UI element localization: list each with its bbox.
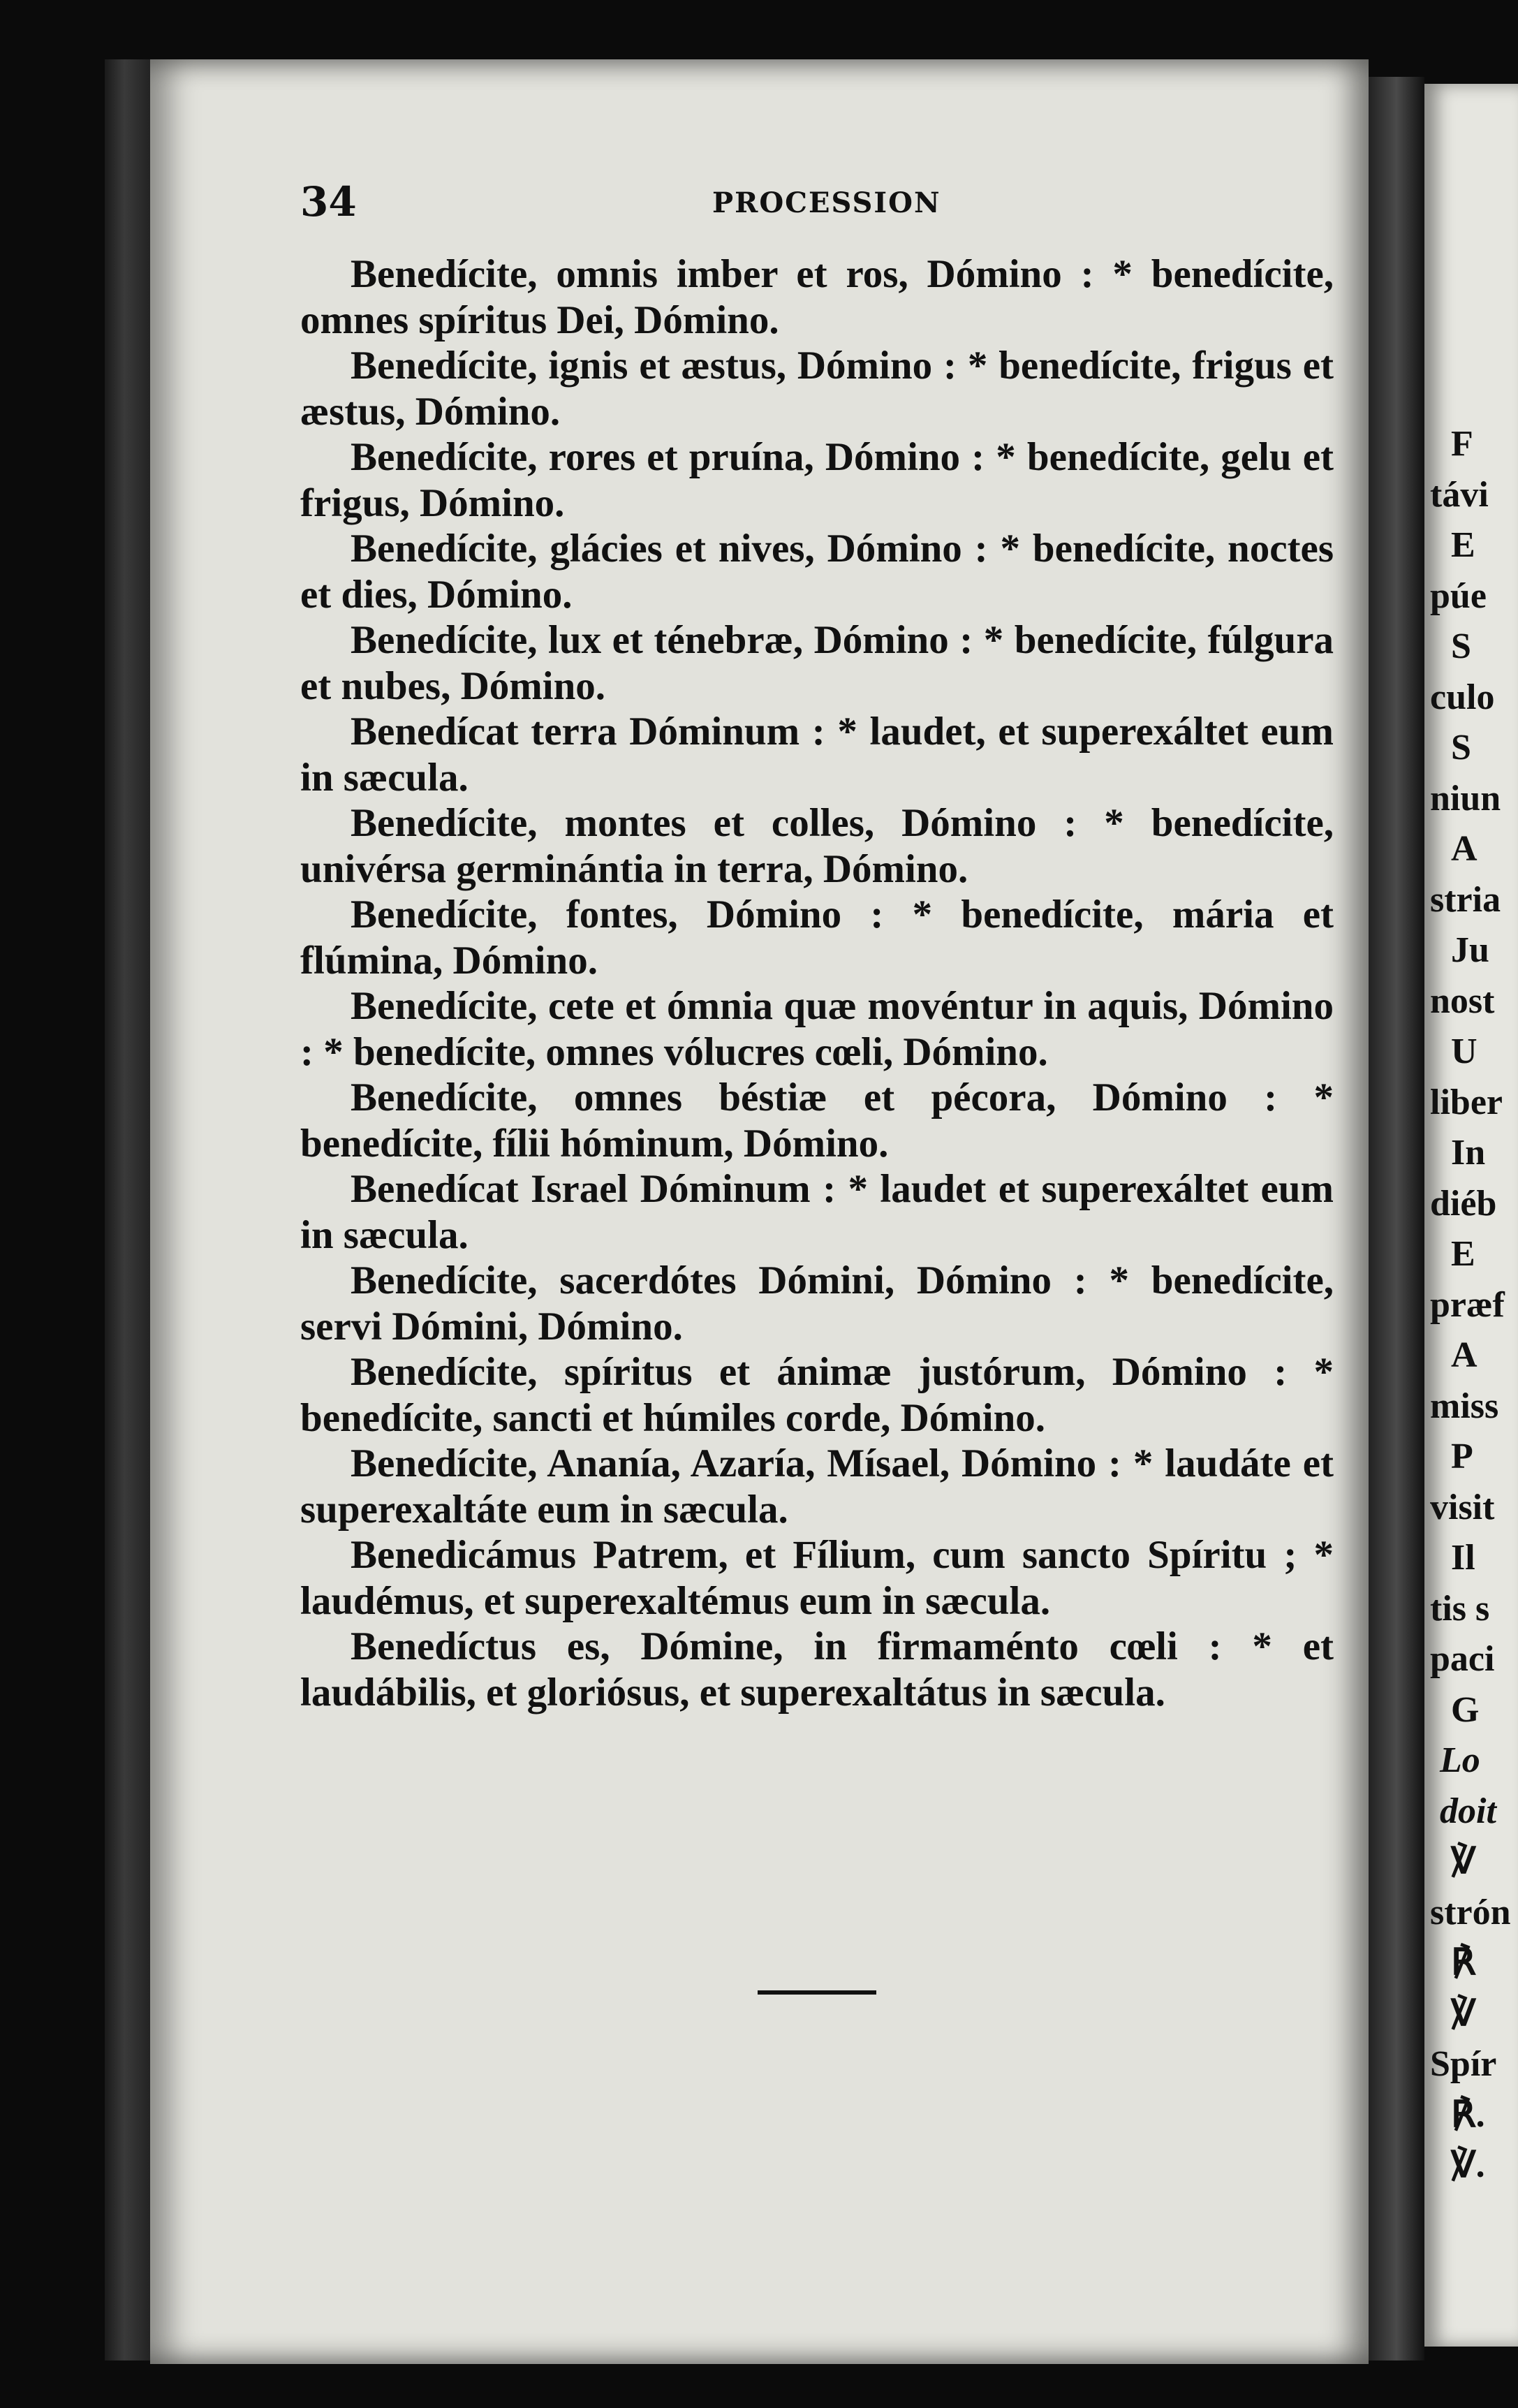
facing-page-line: U bbox=[1451, 1032, 1478, 1071]
canticle-verse: Benedícat Israel Dóminum : * laudet et superexáltet eum in sæcula. bbox=[300, 1167, 1334, 1257]
facing-page-line: E bbox=[1451, 525, 1475, 565]
canticle-verse: Benedícite, montes et colles, Dómino : * benedícite, univérsa germinántia in terra, Dómino. bbox=[300, 801, 1334, 891]
facing-page-line: visit bbox=[1430, 1487, 1495, 1527]
canticle-verse: Benedíctus es, Dómine, in firmaménto cœli : * et laudábilis, et gloriósus, et superexaltátus in sæcula. bbox=[300, 1624, 1334, 1715]
page-number: 34 bbox=[300, 178, 357, 226]
facing-page-line: S bbox=[1451, 728, 1471, 768]
facing-page-line: strón bbox=[1430, 1892, 1511, 1932]
facing-page-line: S bbox=[1451, 626, 1471, 666]
facing-page-line: A bbox=[1451, 829, 1478, 869]
facing-page-line: E bbox=[1451, 1234, 1475, 1274]
facing-page-line: F bbox=[1451, 424, 1473, 464]
facing-page-line: stria bbox=[1430, 879, 1501, 920]
facing-page-line: ℣. bbox=[1451, 2145, 1485, 2185]
canticle-verse: Benedícite, Ananía, Azaría, Mísael, Dómino : * laudáte et superexaltáte eum in sæcula. bbox=[300, 1441, 1334, 1532]
facing-page-line: Lo bbox=[1440, 1740, 1480, 1780]
canticle-verse: Benedícite, glácies et nives, Dómino : * benedícite, noctes et dies, Dómino. bbox=[300, 527, 1334, 617]
facing-page-line: púe bbox=[1430, 575, 1487, 616]
facing-page-line: In bbox=[1451, 1133, 1486, 1173]
facing-page-line: G bbox=[1451, 1689, 1480, 1730]
canticle-verse: Benedícite, omnes béstiæ et pécora, Dómino : * benedícite, fílii hóminum, Dómino. bbox=[300, 1075, 1334, 1166]
facing-page-line: niun bbox=[1430, 778, 1501, 818]
book-gutter bbox=[1369, 77, 1424, 2361]
canticle-verse: Benedícat terra Dóminum : * laudet, et superexáltet eum in sæcula. bbox=[300, 710, 1334, 800]
facing-page-line: ℟ bbox=[1451, 1943, 1476, 1983]
running-head: PROCESSION bbox=[712, 186, 941, 219]
canticle-verse: Benedícite, omnis imber et ros, Dómino : * benedícite, omnes spíritus Dei, Dómino. bbox=[300, 252, 1334, 342]
canticle-verse: Benedícite, sacerdótes Dómini, Dómino : * benedícite, servi Dómini, Dómino. bbox=[300, 1258, 1334, 1349]
end-rule-divider bbox=[758, 1990, 876, 1995]
facing-page-line: liber bbox=[1430, 1082, 1503, 1122]
facing-page-line: P bbox=[1451, 1437, 1473, 1476]
facing-page-line: Spír bbox=[1430, 2044, 1497, 2084]
page-body bbox=[300, 251, 1334, 1715]
facing-page-line: Il bbox=[1451, 1538, 1475, 1578]
canticle-verse: Benedícite, ignis et æstus, Dómino : * benedícite, frigus et æstus, Dómino. bbox=[300, 344, 1334, 434]
facing-page-line: ℟. bbox=[1451, 2094, 1485, 2135]
facing-page-line: doit bbox=[1440, 1791, 1496, 1831]
canticle-verse: Benedícite, fontes, Dómino : * benedícite, mária et flúmina, Dómino. bbox=[300, 893, 1334, 983]
facing-page-line: culo bbox=[1430, 677, 1495, 717]
facing-page-line: ℣ bbox=[1451, 1842, 1476, 1881]
facing-page-line: távi bbox=[1430, 474, 1489, 515]
canticle-verse: Benedícite, spíritus et ánimæ justórum, Dómino : * benedícite, sancti et húmiles corde, Dómino. bbox=[300, 1350, 1334, 1440]
facing-page-line: paci bbox=[1430, 1639, 1495, 1679]
facing-page-line: diéb bbox=[1430, 1183, 1497, 1224]
canticle-verse: Benedícite, cete et ómnia quæ movéntur in aquis, Dómino : * benedícite, omnes vólucres cœli, Dómino. bbox=[300, 984, 1334, 1074]
facing-page-line: tis s bbox=[1430, 1588, 1490, 1629]
facing-page-text bbox=[1430, 419, 1511, 2192]
canticle-verse: Benedícite, lux et ténebræ, Dómino : * benedícite, fúlgura et nubes, Dómino. bbox=[300, 618, 1334, 708]
facing-page-line: miss bbox=[1430, 1386, 1499, 1426]
facing-page-line: Ju bbox=[1451, 930, 1489, 970]
facing-page-line: præf bbox=[1430, 1284, 1505, 1325]
facing-page-edge bbox=[1424, 84, 1518, 2347]
facing-page-line: nost bbox=[1430, 981, 1495, 1021]
facing-page-line: ℣ bbox=[1451, 1993, 1476, 2034]
book-spine-left bbox=[105, 59, 154, 2361]
canticle-verse: Benedicámus Patrem, et Fílium, cum sancto Spíritu ; * laudémus, et superexaltémus eum in sæcula. bbox=[300, 1533, 1334, 1623]
canticle-verse: Benedícite, rores et pruína, Dómino : * benedícite, gelu et frigus, Dómino. bbox=[300, 435, 1334, 525]
page-header bbox=[300, 178, 1334, 226]
facing-page-line: A bbox=[1451, 1335, 1478, 1375]
